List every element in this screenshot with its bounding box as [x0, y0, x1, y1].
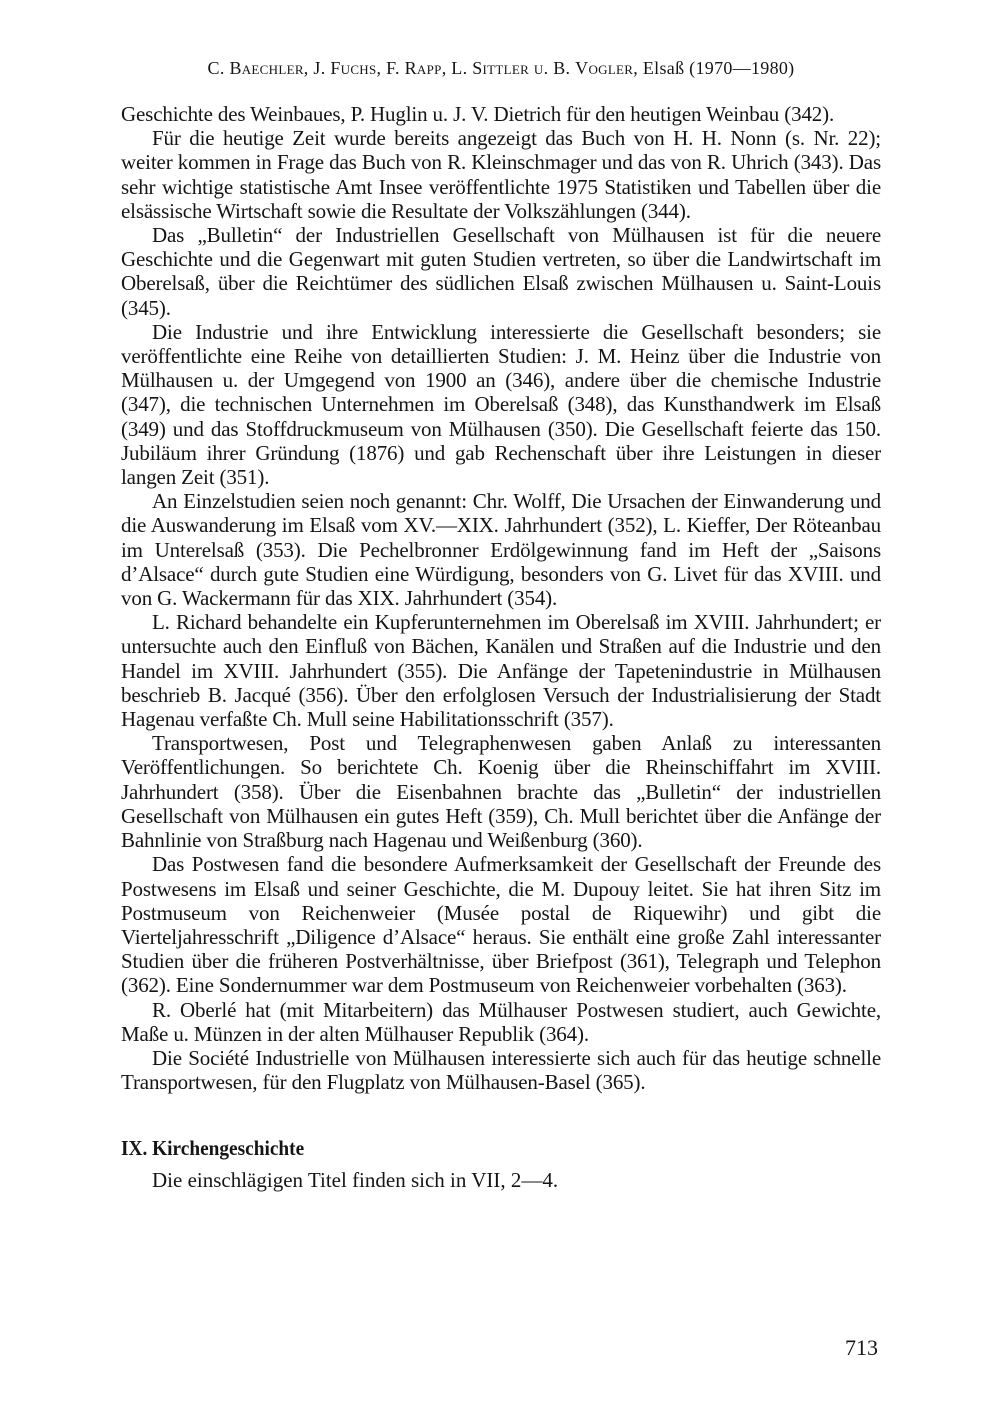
- author-name: Rapp: [404, 58, 442, 78]
- paragraph: Für die heutige Zeit wurde bereits angezeigt das Buch von H. H. Nonn (s. Nr. 22); weiter kommen in Frage das Buch von R. Kleinschmager und das von R. Uhrich (343). Das sehr wichtige statistische Amt Insee veröffentlichte 1975 Statistiken und Tabellen über die elsässische Wirtschaft sowie die Resultate der Volkszählungen (344).: [121, 126, 881, 223]
- author-name: Fuchs: [330, 58, 377, 78]
- author-initial: B.: [553, 58, 571, 78]
- author-initial: C.: [207, 58, 225, 78]
- author-name: Vogler: [575, 58, 634, 78]
- paragraph: Das „Bulletin“ der Industriellen Gesellschaft von Mülhausen ist für die neuere Geschichte und die Gegenwart mit guten Studien vertreten, so über die Landwirtschaft im Oberelsaß, über die Reichtümer des südlichen Elsaß zwischen Mülhausen u. Saint-Louis (345).: [121, 223, 881, 320]
- paragraph: Die Industrie und ihre Entwicklung interessierte die Gesellschaft besonders; sie veröffentlichte eine Reihe von detaillierten Studien: J. M. Heinz über die Industrie von Mülhausen u. der Umgegend von 1900 an (346), andere über die chemische Industrie (347), die technischen Unternehmen im Oberelsaß (348), das Kunsthandwerk im Elsaß (349) und das Stoffdruckmuseum von Mülhausen (350). Die Gesellschaft feierte das 150. Jubiläum ihrer Gründung (1876) und gab Rechenschaft über ihre Leistungen in dieser langen Zeit (351).: [121, 319, 881, 490]
- author-initial: L.: [451, 58, 468, 78]
- paragraph: L. Richard behandelte ein Kupferunternehmen im Oberelsaß im XVIII. Jahrhundert; er untersuchte auch den Einfluß von Bächen, Kanälen und Straßen auf die Industrie und den Handel im XVIII. Jahrhundert (355). Die Anfänge der Tapetenindustrie in Mülhausen beschrieb B. Jacqué (356). Über den erfolglosen Versuch der Industrialisierung der Stadt Hagenau verfaßte Ch. Mull seine Habilitationsschrift (357).: [121, 610, 881, 732]
- paragraph: An Einzelstudien seien noch genannt: Chr. Wolff, Die Ursachen der Einwanderung und die Auswanderung im Elsaß vom XV.—XIX. Jahrhundert (352), L. Kieffer, Der Röteanbau im Unterelsaß (353). Die Pechelbronner Erdölgewinnung fand im Heft der „Saisons d’Alsace“ durch gute Studien eine Würdigung, besonders von G. Livet für das XVIII. und von G. Wackermann für das XIX. Jahrhundert (354).: [121, 489, 881, 611]
- paragraph: Das Postwesen fand die besondere Aufmerksamkeit der Gesellschaft der Freunde des Postwesens im Elsaß und seiner Geschichte, die M. Dupouy leitet. Sie hat ihren Sitz im Postmuseum von Reichenweier (Musée postal de Riquewihr) und gibt die Vierteljahresschrift „Diligence d’Alsace“ heraus. Sie enthält eine große Zahl interessanter Studien über die früheren Postverhältnisse, über Briefpost (361), Telegraph und Telephon (362). Eine Sondernummer war dem Postmuseum von Reichenweier vorbehalten (363).: [121, 852, 881, 998]
- author-name: Sittler: [472, 58, 530, 78]
- paragraph: Geschichte des Weinbaues, P. Huglin u. J. V. Dietrich für den heutigen Weinbau (342).: [121, 102, 835, 126]
- page-number: 713: [845, 1335, 878, 1360]
- body-text: [121, 102, 881, 1094]
- author-conjunction: u.: [533, 58, 549, 78]
- running-head: C. Baechler, J. Fuchs, F. Rapp, L. Sittler u. B. Vogler, Elsaß (1970—1980): [207, 58, 795, 78]
- section-text: Die einschlägigen Titel finden sich in VII, 2—4.: [152, 1168, 559, 1193]
- author-initial: J.: [313, 58, 326, 78]
- paragraph: Die Société Industrielle von Mülhausen interessierte sich auch für das heutige schnelle Transportwesen, für den Flugplatz von Mülhausen-Basel (365).: [121, 1045, 881, 1095]
- author-initial: F.: [386, 58, 400, 78]
- author-name: Baechler: [229, 58, 304, 78]
- running-head-title: Elsaß (1970—1980): [642, 58, 795, 78]
- paragraph: Transportwesen, Post und Telegraphenwesen gaben Anlaß zu interessanten Veröffentlichungen. So berichtete Ch. Koenig über die Rheinschiffahrt im XVIII. Jahrhundert (358). Über die Eisenbahnen brachte das „Bulletin“ der industriellen Gesellschaft von Mülhausen ein gutes Heft (359), Ch. Mull berichtet über die Anfänge der Bahnlinie von Straßburg nach Hagenau und Weißenburg (360).: [121, 731, 881, 853]
- section-heading: IX. Kirchengeschichte: [121, 1136, 305, 1161]
- paragraph: R. Oberlé hat (mit Mitarbeitern) das Mülhauser Postwesen studiert, auch Gewichte, Maße u. Münzen in der alten Mülhauser Republik (364).: [121, 997, 881, 1046]
- document-page: [121, 56, 881, 1192]
